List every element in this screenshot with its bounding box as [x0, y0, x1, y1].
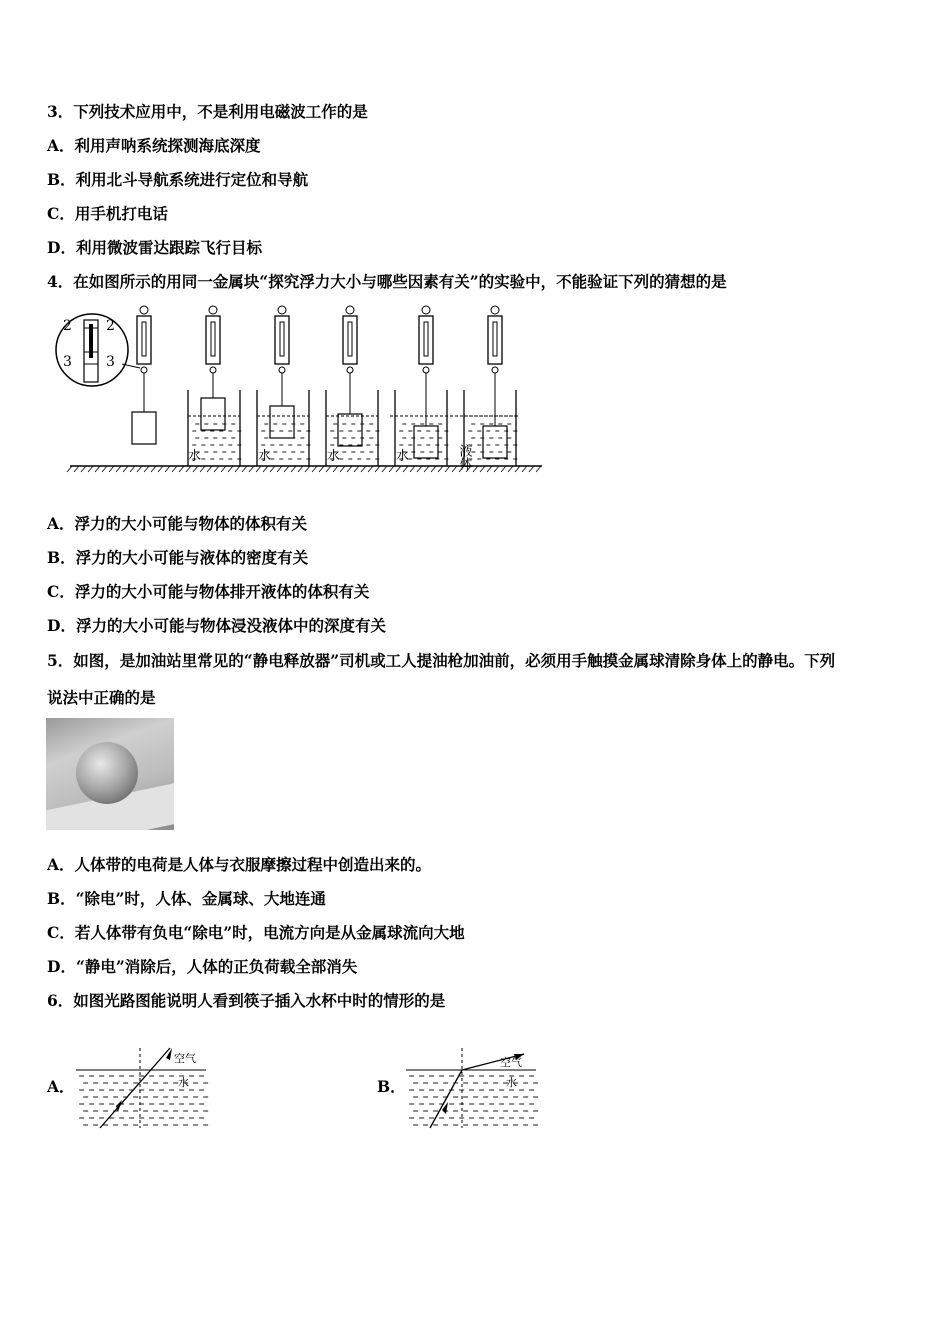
q6-option-b-label: B． — [377, 1077, 406, 1096]
q6-option-a-diagram — [74, 1046, 210, 1130]
metal-ball — [76, 742, 138, 804]
q6-option-a-label: A． — [47, 1077, 75, 1096]
q4-option-b: B．浮力的大小可能与液体的密度有关 — [47, 548, 309, 567]
spring-scale-3 — [270, 306, 294, 438]
scale-mark-2-right: 2 — [106, 318, 115, 334]
spring-scale-1 — [132, 306, 156, 444]
spring-scale-6 — [483, 306, 507, 458]
q3-option-a: A．利用声呐系统探测海底深度 — [47, 136, 261, 155]
q6-b-air-label: 空气 — [500, 1056, 522, 1069]
q3-option-d: D．利用微波雷达跟踪飞行目标 — [47, 238, 262, 257]
q4-option-c: C．浮力的大小可能与物体排开液体的体积有关 — [47, 582, 370, 601]
q4-option-a: A．浮力的大小可能与物体的体积有关 — [47, 514, 308, 533]
q4-option-d: D．浮力的大小可能与物体浸没液体中的深度有关 — [47, 616, 386, 635]
magnified-scale — [56, 314, 140, 386]
q6-b-water-label: 水 — [506, 1076, 517, 1089]
beaker-2-label: 水 — [258, 449, 272, 464]
q6-a-air-label: 空气 — [174, 1052, 196, 1065]
spring-scale-2 — [201, 306, 225, 430]
q3-option-b: B．利用北斗导航系统进行定位和导航 — [47, 170, 309, 189]
beaker-4-label: 水 — [396, 449, 410, 464]
beaker-5-label: 液体 — [456, 444, 472, 470]
beaker-3-label: 水 — [327, 449, 341, 464]
q3-stem: 3．下列技术应用中，不是利用电磁波工作的是 — [47, 102, 368, 121]
spring-scale-4 — [338, 306, 362, 446]
q6-stem: 6．如图光路图能说明人看到筷子插入水杯中时的情形的是 — [47, 991, 446, 1010]
q6-option-b-diagram — [404, 1046, 540, 1130]
scale-mark-3-left: 3 — [63, 354, 72, 370]
q4-stem: 4．在如图所示的用同一金属块“探究浮力大小与哪些因素有关”的实验中，不能验证下列的猜想的是 — [47, 272, 727, 291]
beaker-1-label: 水 — [188, 449, 202, 464]
scale-mark-3-right: 3 — [106, 354, 115, 370]
static-discharger-photo — [46, 718, 174, 830]
q5-stem-line1: 5．如图，是加油站里常见的“静电释放器”司机或工人提油枪加油前，必须用手触摸金属球清除身体上的静电。下列 — [47, 651, 836, 670]
scale-mark-2-left: 2 — [63, 318, 72, 334]
q6-a-water-label: 水 — [178, 1076, 189, 1089]
q5-option-b: B．“除电”时，人体、金属球、大地连通 — [47, 889, 326, 908]
q5-stem-line2: 说法中正确的是 — [47, 688, 156, 707]
spring-scale-5 — [414, 306, 438, 458]
q5-option-d: D．“静电”消除后，人体的正负荷载全部消失 — [47, 957, 358, 976]
q3-option-c: C．用手机打电话 — [47, 204, 168, 223]
buoyancy-experiment-figure — [50, 302, 550, 482]
q5-option-a: A．人体带的电荷是人体与衣服摩擦过程中创造出来的。 — [47, 855, 432, 874]
q5-option-c: C．若人体带有负电“除电”时，电流方向是从金属球流向大地 — [47, 923, 465, 942]
